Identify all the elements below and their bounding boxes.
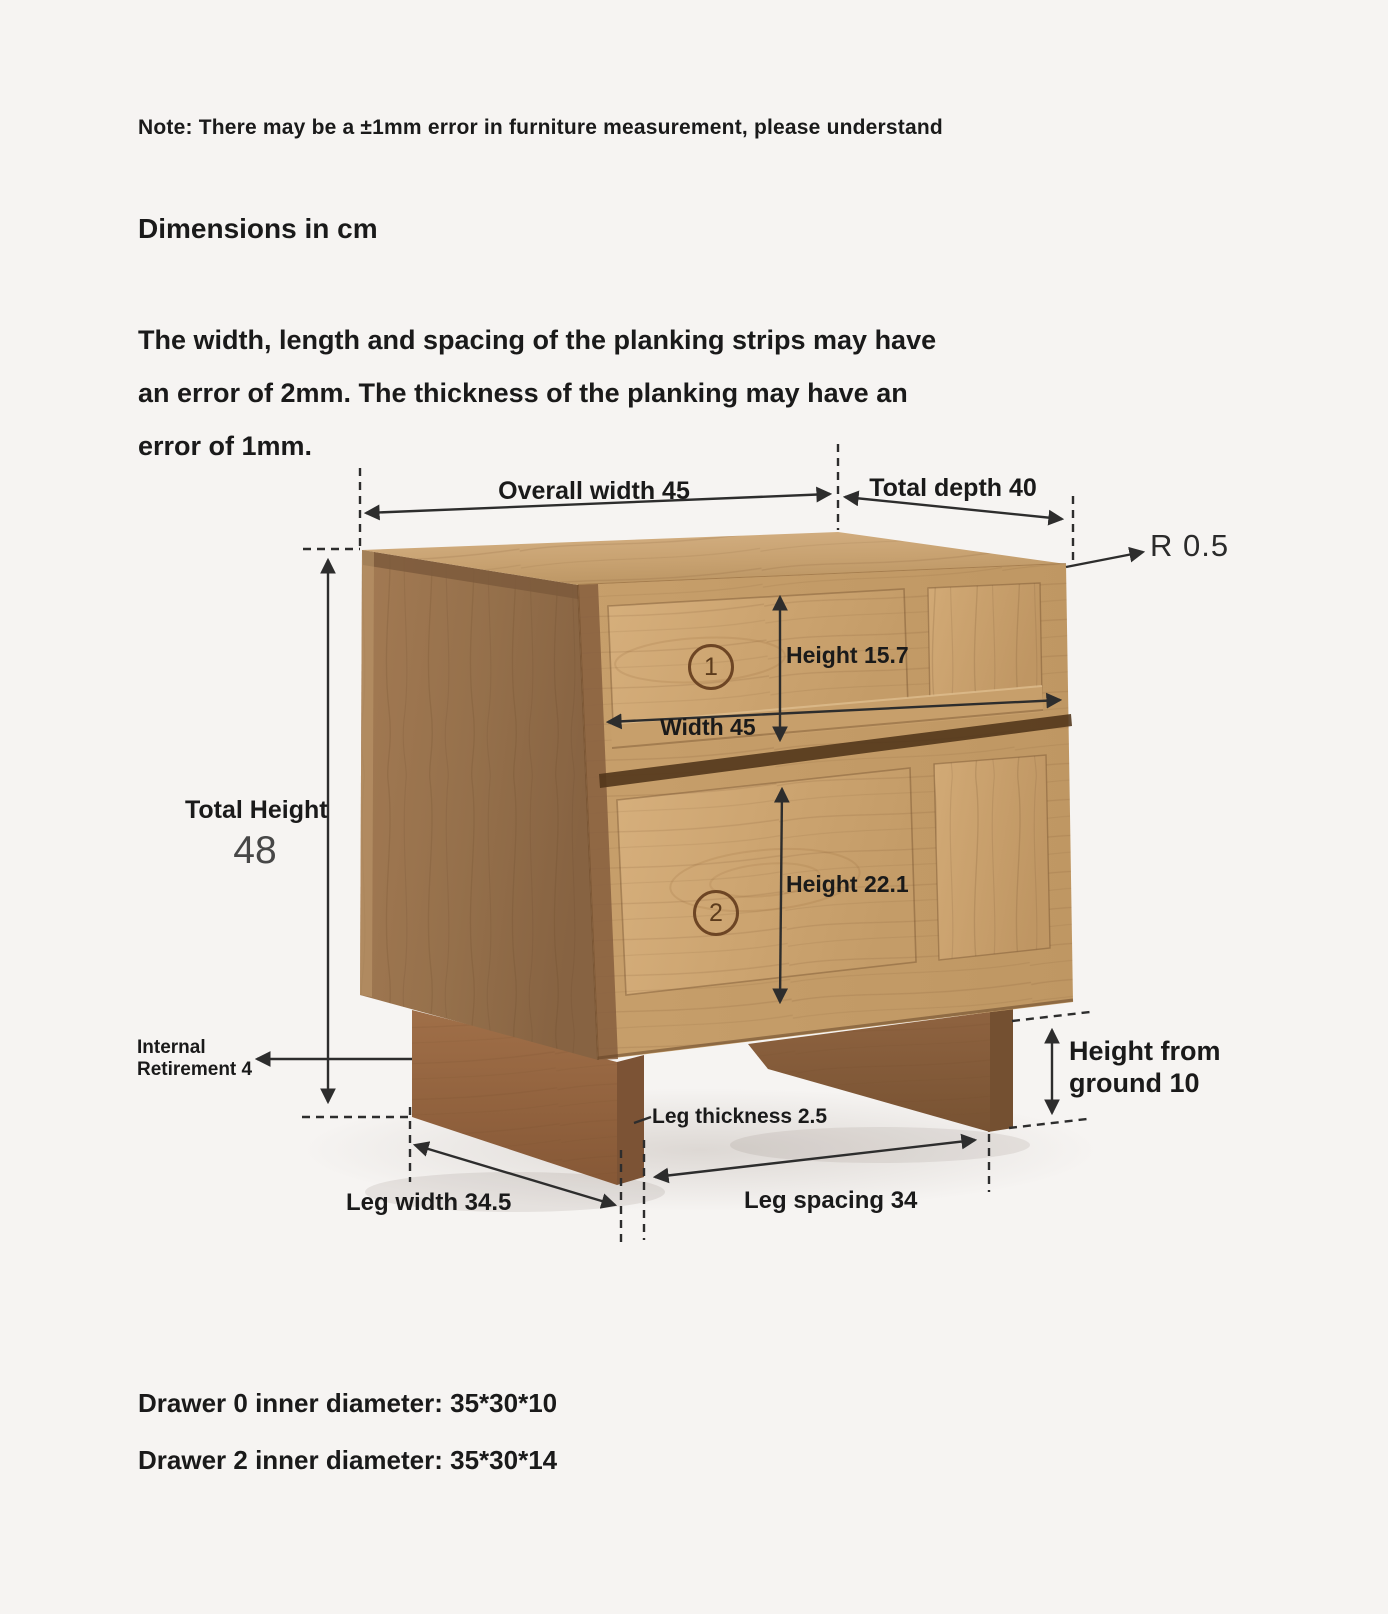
tolerance-line-3: error of 1mm. — [138, 431, 313, 461]
internal-retirement-line-2: Retirement 4 — [137, 1059, 253, 1081]
drawer2-height-label: Height 22.1 — [786, 871, 909, 897]
side-panel — [360, 550, 598, 1060]
note-text: Note: There may be a ±1mm error in furniture measurement, please understand — [138, 116, 943, 139]
height-from-ground-line-1: Height from — [1069, 1036, 1221, 1066]
total-depth-label: Total depth 40 — [869, 474, 1037, 502]
front-face — [578, 564, 1073, 1060]
drawer-width-label: Width 45 — [660, 714, 756, 740]
height-from-ground-line-2: ground 10 — [1069, 1067, 1200, 1098]
drawer0-spec-text: Drawer 0 inner diameter: 35*30*10 — [138, 1388, 558, 1418]
internal-retirement-line-1: Internal — [137, 1037, 206, 1058]
leg-spacing-label: Leg spacing 34 — [744, 1187, 918, 1214]
total-height-value: 48 — [233, 829, 277, 872]
overall-width-label: Overall width 45 — [498, 477, 690, 505]
leg-thickness-label: Leg thickness 2.5 — [652, 1105, 828, 1128]
corner-radius-label: R 0.5 — [1150, 528, 1230, 563]
drawer-1-badge: 1 — [688, 644, 734, 690]
tolerance-line-1: The width, length and spacing of the planking strips may have — [138, 325, 937, 355]
total-height-label: Total Height — [185, 796, 328, 824]
units-title: Dimensions in cm — [138, 213, 378, 244]
drawer-2-badge: 2 — [693, 890, 739, 936]
height-from-ground-label — [1069, 1036, 1221, 1100]
tolerance-line-2: an error of 2mm. The thickness of the planking may have an — [138, 378, 908, 408]
dim-corner-radius-leader — [1066, 552, 1143, 567]
nightstand-illustration — [360, 532, 1073, 1185]
leg-width-label: Leg width 34.5 — [346, 1189, 512, 1216]
drawer2-spec-text: Drawer 2 inner diameter: 35*30*14 — [138, 1445, 558, 1475]
tolerance-paragraph — [138, 314, 936, 473]
drawer1-height-label: Height 15.7 — [786, 642, 909, 668]
internal-retirement-label — [137, 1037, 252, 1081]
